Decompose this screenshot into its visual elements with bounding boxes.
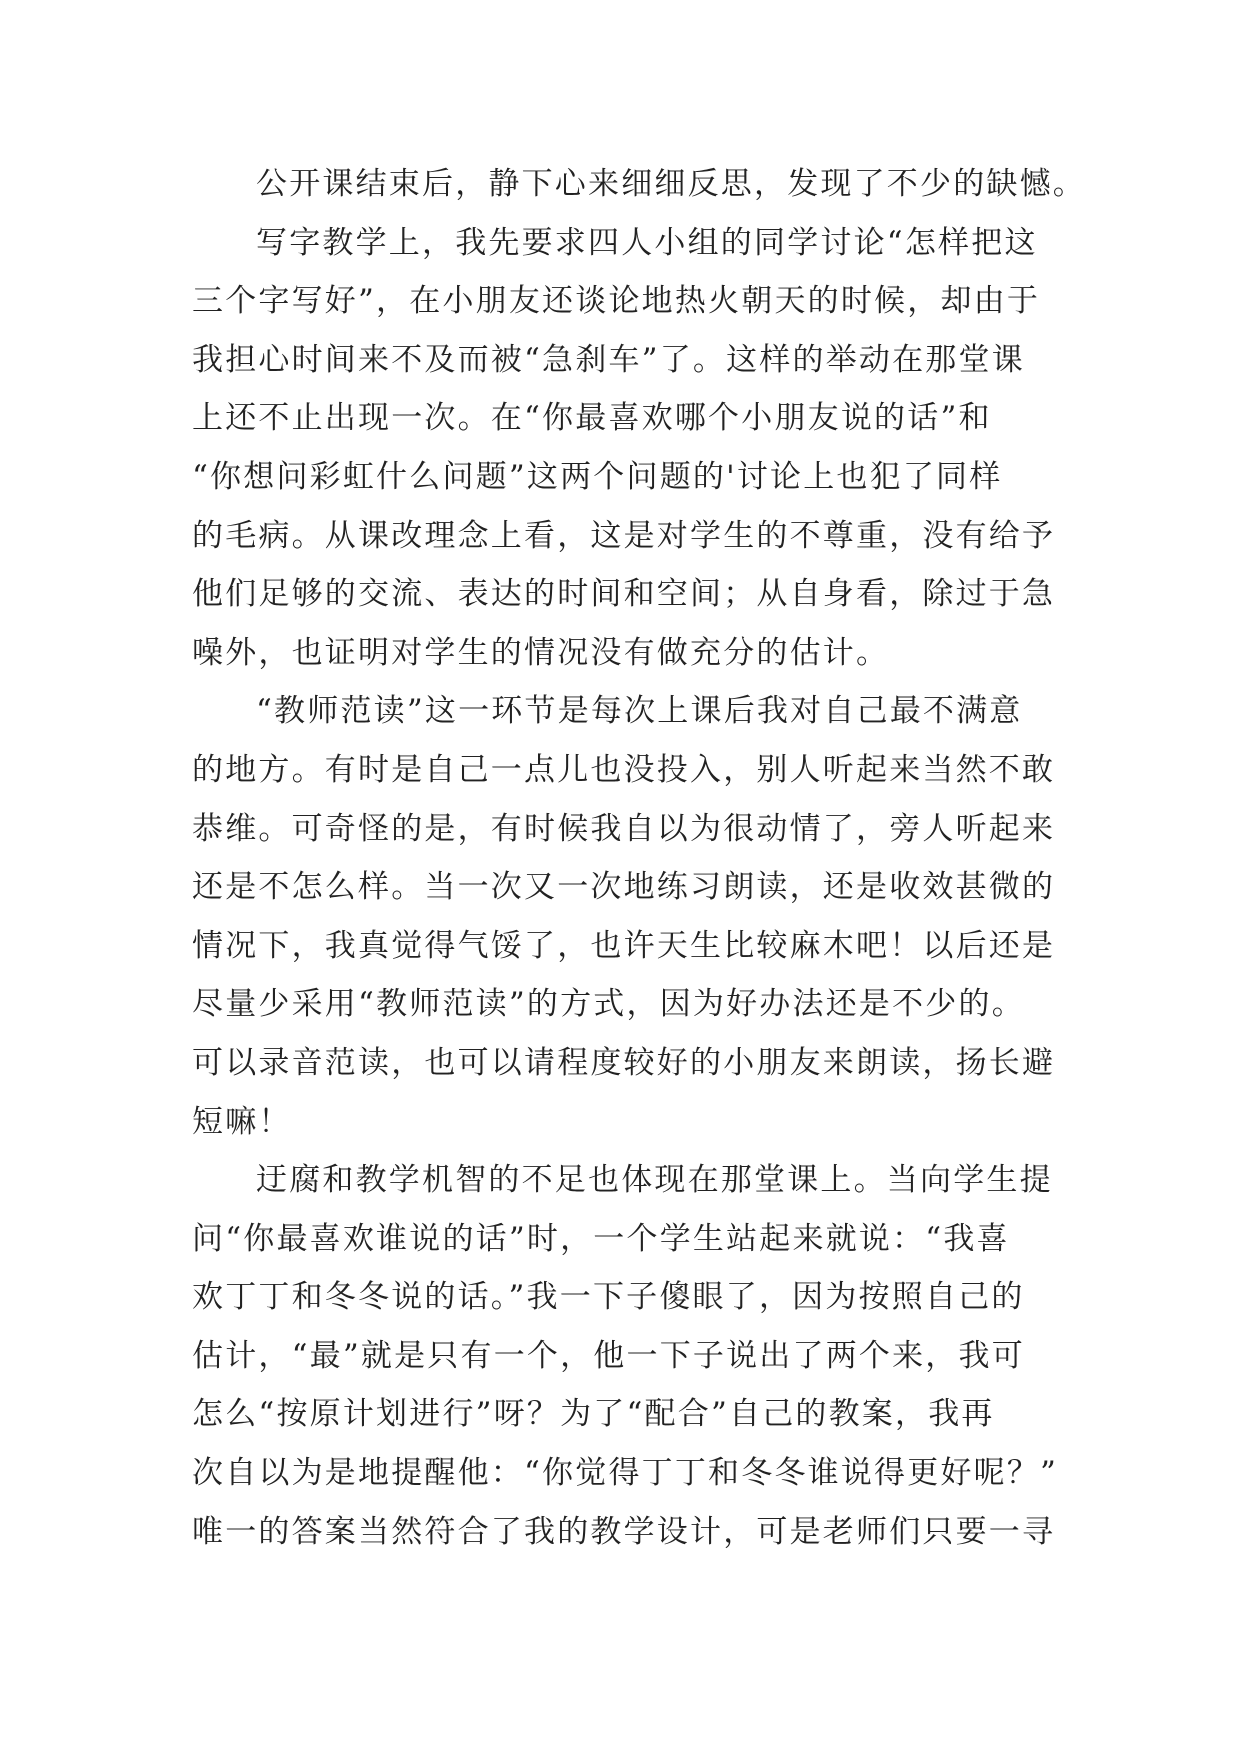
- text-line: 次自以为是地提醒他：“你觉得丁丁和冬冬谁说得更好呢？”: [192, 1455, 1059, 1492]
- body-text: [192, 155, 1086, 1561]
- text-line: 唯一的答案当然符合了我的教学设计，可是老师们只要一寻: [192, 1513, 1056, 1550]
- text-line: 上还不止出现一次。在“你最喜欢哪个小朋友说的话”和: [192, 400, 992, 437]
- text-line: “你想问彩虹什么问题”这两个问题的'讨论上也犯了同样: [192, 458, 1003, 495]
- text-line: 他们足够的交流、表达的时间和空间；从自身看，除过于急: [192, 576, 1056, 613]
- text-line: 尽量少采用“教师范读”的方式，因为好办法还是不少的。: [192, 986, 1025, 1023]
- text-line: 噪外，也证明对学生的情况没有做充分的估计。: [192, 634, 890, 671]
- text-line: 迂腐和教学机智的不足也体现在那堂课上。当向学生提: [256, 1162, 1053, 1199]
- text-line: 的毛病。从课改理念上看，这是对学生的不尊重，没有给予: [192, 517, 1056, 554]
- text-line: 我担心时间来不及而被“急刹车”了。这样的举动在那堂课: [192, 341, 1025, 378]
- text-line: 还是不怎么样。当一次又一次地练习朗读，还是收效甚微的: [192, 869, 1056, 906]
- text-line: 公开课结束后，静下心来细细反思，发现了不少的缺憾。: [256, 166, 1086, 202]
- text-line: 的地方。有时是自己一点儿也没投入，别人听起来当然不敢: [192, 751, 1056, 788]
- text-line: 估计，“最”就是只有一个，他一下子说出了两个来，我可: [192, 1337, 1025, 1374]
- text-line: 三个字写好”，在小朋友还谈论地热火朝天的时候，却由于: [192, 283, 1041, 320]
- text-line: 欢丁丁和冬冬说的话。”我一下子傻眼了，因为按照自己的: [192, 1279, 1025, 1316]
- text-line: 短嘛！: [192, 1103, 292, 1140]
- text-line: 可以录音范读，也可以请程度较好的小朋友来朗读，扬长避: [192, 1044, 1056, 1081]
- text-line: 怎么“按原计划进行”呀？为了“配合”自己的教案，我再: [192, 1396, 995, 1433]
- text-line: 问“你最喜欢谁说的话”时，一个学生站起来就说：“我喜: [192, 1220, 1010, 1257]
- text-line: 情况下，我真觉得气馁了，也许天生比较麻木吧！以后还是: [192, 927, 1056, 964]
- text-line: 恭维。可奇怪的是，有时候我自以为很动情了，旁人听起来: [192, 810, 1056, 847]
- text-line: “教师范读”这一环节是每次上课后我对自己最不满意: [256, 693, 1023, 730]
- text-line: 写字教学上，我先要求四人小组的同学讨论“怎样把这: [256, 224, 1038, 261]
